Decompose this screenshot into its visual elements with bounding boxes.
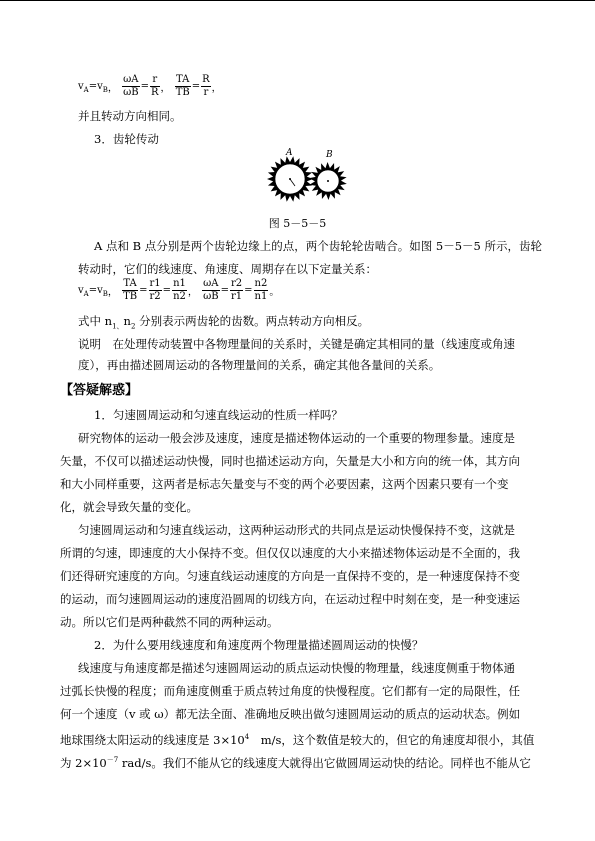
question-2: 2．为什么要用线速度和角速度两个物理量描述圆周运动的快慢？ <box>94 638 424 652</box>
answer-1-line-5: 匀速圆周运动和匀速直线运动，这两种运动形式的共同点是运动快慢保持不变，这就是 <box>78 523 515 537</box>
answer-2-line-1: 线速度与角速度都是描述匀速圆周运动的质点运动快慢的物理量，线速度侧重于物体通 <box>78 661 515 675</box>
gear-paragraph-1b: 转动时，它们的线速度、角速度、周期存在以下定量关系： <box>78 262 377 276</box>
answer-1-line-4: 化，就会导致矢量的变化。 <box>60 500 198 514</box>
note-paragraph: 说明 在处理传动装置中各物理量间的关系时，关键是确定其相同的量（线速度或角速 <box>78 337 515 351</box>
fraction: $\frac{\omega A}{\omega B}$ <box>123 74 139 98</box>
section-heading-gear: 3．齿轮传动 <box>94 132 159 146</box>
same-direction-text: 并且转动方向相同。 <box>78 109 182 123</box>
gear-center <box>327 180 329 182</box>
equation-gear: $v_A=v_B$， $\frac{TA}{TB}$ = $\frac{r1}{r2}$ = $\frac{n1}{n2}$ ， $\frac{\omega A}{\omega B}$ = $\frac{r2}{r1}$ = $\frac{n2}{n1}$ 。 <box>78 278 280 302</box>
label-b: B <box>326 150 333 160</box>
fraction: $\frac{TA}{TB}$ <box>175 74 190 98</box>
answer-1-line-3: 和大小同样重要，这两者是标志矢量变与不变的两个必要因素，这两个因素只要有一个变 <box>60 477 509 491</box>
question-1: 1．匀速圆周运动和匀速直线运动的性质一样吗？ <box>94 408 343 422</box>
gear-paragraph-1: A 点和 B 点分别是两个齿轮边缘上的点，两个齿轮轮齿啮合。如图 5－5－5 所示，齿轮 <box>94 239 542 253</box>
answer-1-line-7: 们还得研究速度的方向。匀速直线运动速度的方向是一直保持不变的，是一种速度保持不变 <box>60 569 520 583</box>
fraction: $\frac{n2}{n1}$ <box>254 278 268 302</box>
answer-1-line-9: 动。所以它们是两种截然不同的两种运动。 <box>60 615 279 629</box>
fraction: $\frac{R}{r}$ <box>202 74 210 98</box>
fraction: $\frac{r2}{r1}$ <box>230 278 243 302</box>
gear-a <box>267 156 313 202</box>
figure-caption: 图 5－5－5 <box>268 217 327 230</box>
fraction: $\frac{\omega A}{\omega B}$ <box>203 278 219 302</box>
fraction: $\frac{n1}{n2}$ <box>173 278 186 302</box>
answer-1-line-6: 所谓的匀速，即速度的大小保持不变。但仅仅以速度的大小来描述物体运动是不全面的，我 <box>60 546 520 560</box>
label-a: A <box>286 148 293 158</box>
fraction: $\frac{r1}{r2}$ <box>149 278 161 302</box>
fraction: $\frac{r}{R}$ <box>151 74 159 98</box>
answer-2-line-3: 何一个速度（v 或 ω）都无法全面、准确地反映出做匀速圆周运动的质点的运动状态。例如 <box>60 707 521 721</box>
answer-1-line-1: 研究物体的运动一般会涉及速度，速度是描述物体运动的一个重要的物理参量。速度是 <box>78 431 515 445</box>
answer-1-line-2: 矢量，不仅可以描述运动快慢，同时也描述运动方向，矢量是大小和方向的统一体，其方向 <box>60 454 520 468</box>
answer-2-line-2: 过弧长快慢的程度；而角速度侧重于质点转过角度的快慢程度。它们都有一定的局限性，任 <box>60 684 520 698</box>
answer-1-line-8: 的运动，而匀速圆周运动的速度沿圆周的切线方向，在运动过程中时刻在变，是一种变速运 <box>60 592 520 606</box>
note-paragraph-b: 度），再由描述圆周运动的各物理量间的关系，确定其他各量间的关系。 <box>78 358 441 372</box>
gear-paragraph-2: 式中 $n_{1、}n_2$ 分别表示两齿轮的齿数。两点转动方向相反。 <box>78 314 370 331</box>
gear-b <box>309 162 347 200</box>
equation-belt: $v_A=v_B$， $\frac{\omega A}{\omega B}$ = $\frac{r}{R}$ ， $\frac{TA}{TB}$ = $\frac{R}{r}$ ， <box>78 74 222 98</box>
page-top-border <box>0 0 595 1</box>
section-heading-qa: 【答疑解惑】 <box>60 383 139 398</box>
fraction: $\frac{TA}{TB}$ <box>123 278 138 302</box>
gear-diagram <box>260 146 352 204</box>
gear-figure <box>260 146 352 204</box>
answer-2-line-5: 为 $2\times 10^{-7}$ rad/s。我们不能从它的线速度大就得出它做圆周运动快的结论。同样也不能从它 <box>60 755 531 770</box>
answer-2-line-4: 地球围绕太阳运动的线速度是 $3\times 10^4$ m/s，这个数值是较大的，但它的角速度却很小，其值 <box>60 732 535 747</box>
